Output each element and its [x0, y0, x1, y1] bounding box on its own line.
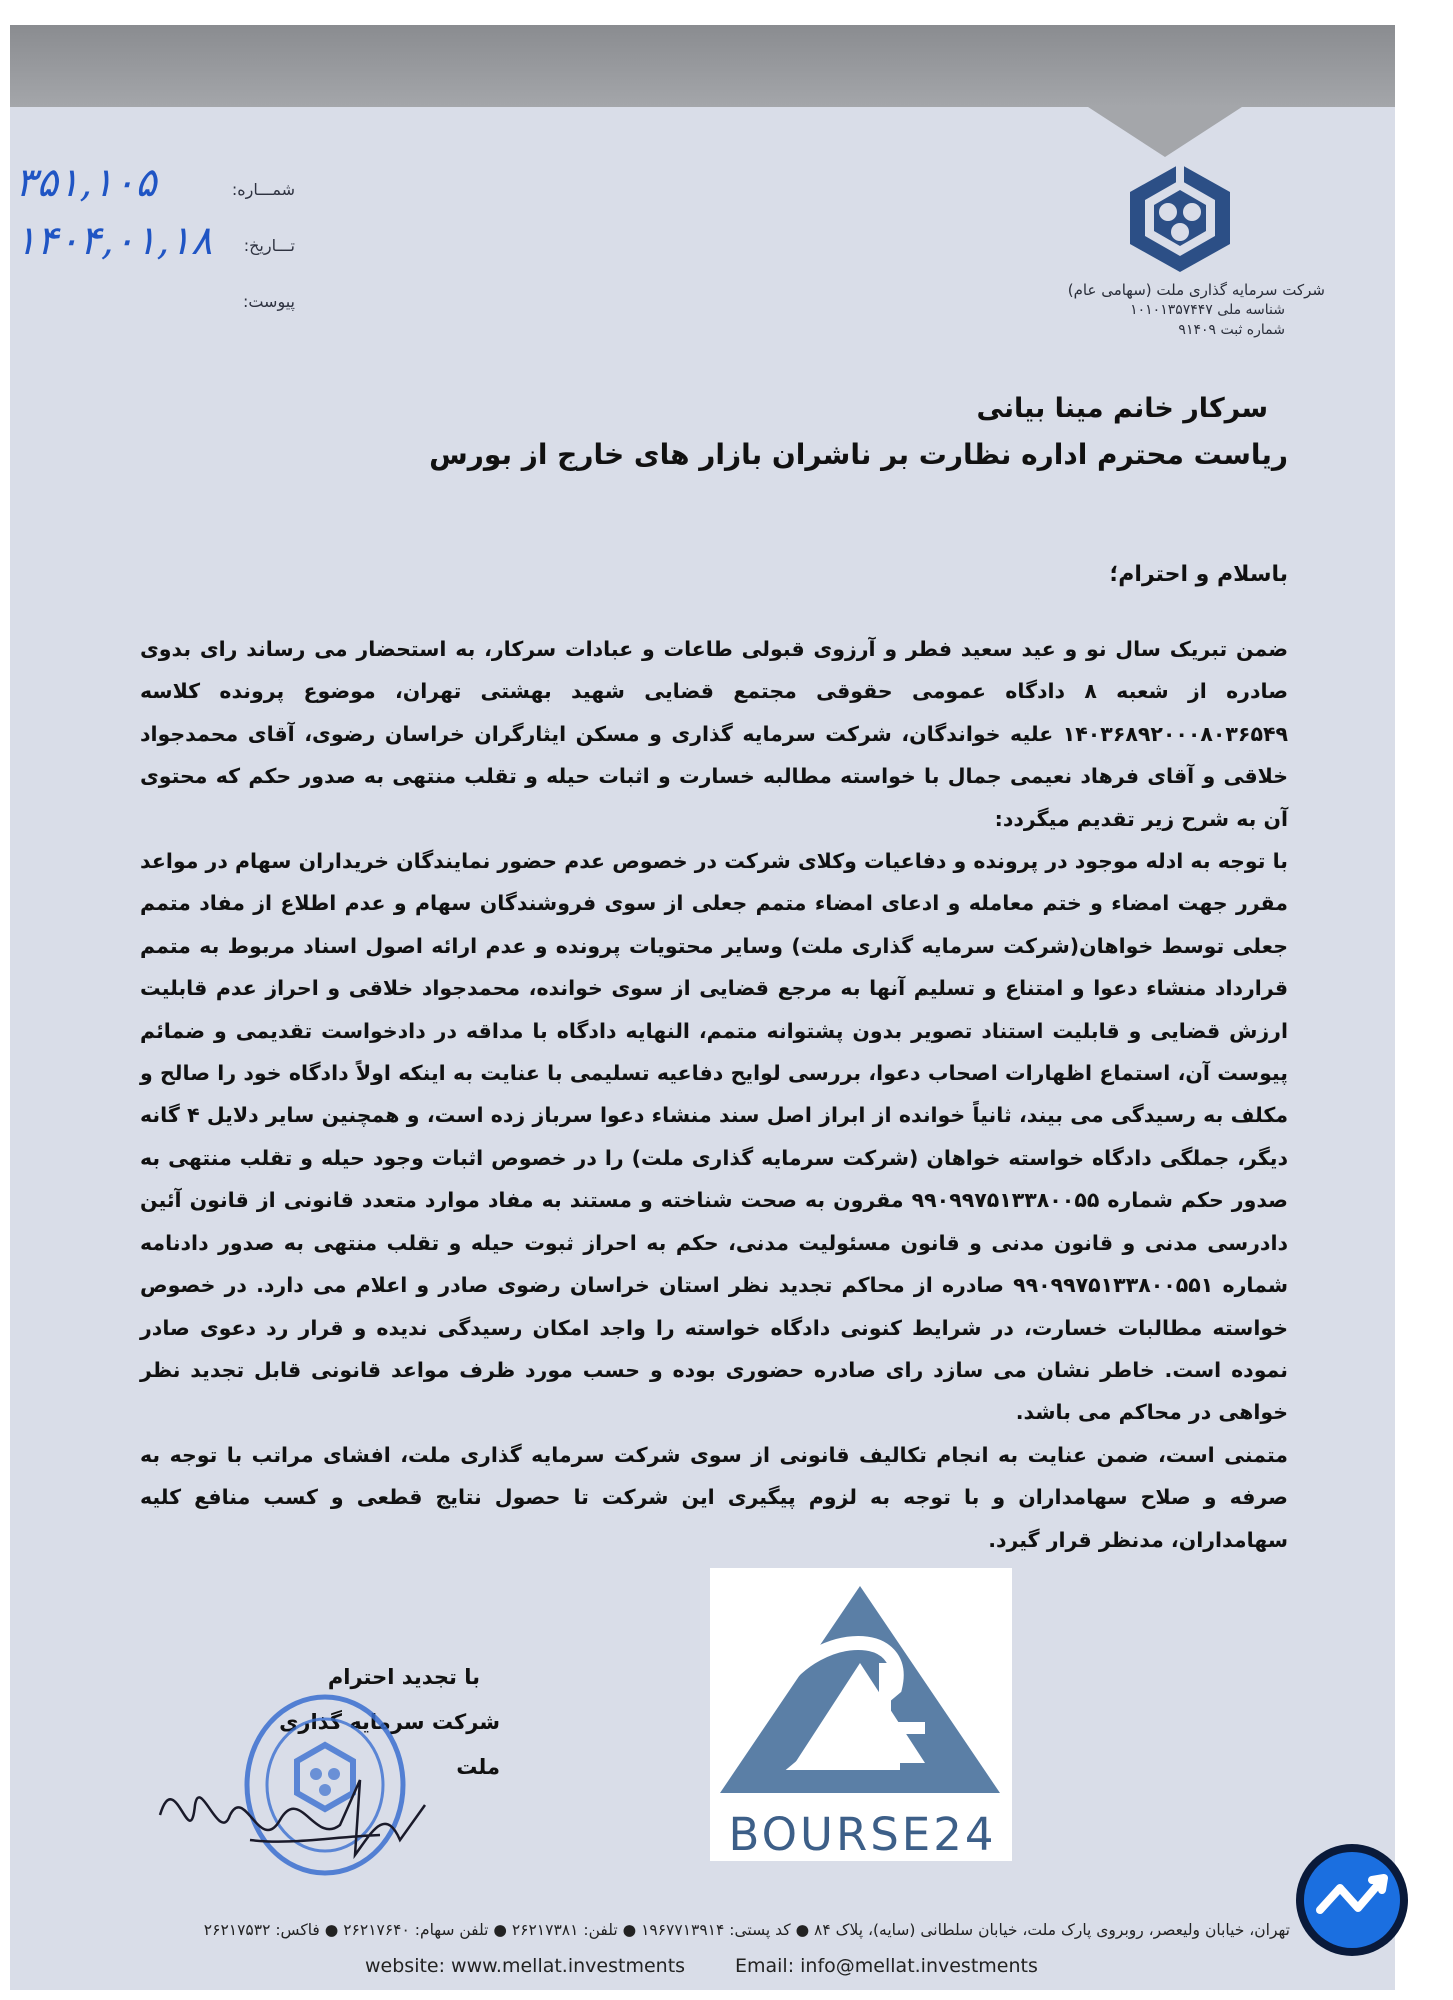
- company-name: شرکت سرمایه گذاری ملت (سهامی عام): [1067, 281, 1325, 299]
- closing-company: شرکت سرمایه گذاری ملت: [279, 1710, 500, 1779]
- footer-website[interactable]: website: www.mellat.investments: [365, 1955, 686, 1977]
- bourse-trend-icon: [1292, 1840, 1412, 1960]
- recipient-block: [388, 393, 1288, 471]
- letter-body: [140, 628, 1288, 1561]
- closing-regards: با تجدید احترام: [327, 1665, 480, 1689]
- attachment-label: پیوست:: [242, 292, 295, 311]
- bourse24-text: BOURSE24: [728, 1808, 997, 1861]
- handwritten-date: ۱۴۰۴,۰۱,۱۸: [15, 218, 213, 264]
- body-paragraph: ضمن تبریک سال نو و عید سعید فطر و آرزوی قبولی طاعات و عبادات سرکار، به استحضار می رساند رای بدوی صادره از شعبه ۸ دادگاه عمومی حقوقی مجتمع قضایی شهید بهشتی تهران، موضوع پرونده کلاسه ۱۴۰۳۶۸۹۲۰۰۰۸۰۳۶۵۴۹ علیه خواندگان، شرکت سرمایه گذاری و مسکن ایثارگران خراسان رضوی، آقای محمدجواد خلاقی و آقای فرهاد نعیمی جمال با خواسته مطالبه خسارت و اثبات حیله و تقلب منتهی به صدور حکم که محتوی آن به شرح زیر تقدیم میگردد:: [140, 637, 1288, 831]
- letterhead-notch: [1085, 105, 1245, 157]
- recipient-title: ریاست محترم اداره نظارت بر ناشران بازار های خارج از بورس: [429, 438, 1288, 471]
- number-label: شمـــاره:: [231, 180, 295, 199]
- greeting: باسلام و احترام؛: [1109, 562, 1288, 587]
- bourse24-triangle-icon: [710, 1568, 1012, 1808]
- body-paragraph: متمنی است، ضمن عنایت به انجام تکالیف قانونی از سوی شرکت سرمایه گذاری ملت، افشای مراتب با توجه به صرفه و صلاح سهامداران و با توجه به لزوم پیگیری این شرکت تا حصول نتایج قطعی و کسب منافع کلیه سهامداران، مدنظر قرار گیرد.: [140, 1442, 1288, 1552]
- mellat-logo-icon: [1120, 160, 1240, 275]
- registration-number: شماره ثبت ۹۱۴۰۹: [1178, 322, 1285, 338]
- date-label: تـــاریخ:: [243, 236, 295, 255]
- letter-meta: [215, 180, 295, 348]
- handwritten-number: ۳۵۱,۱۰۵: [15, 160, 157, 206]
- signature-icon: [150, 1745, 450, 1875]
- footer-email[interactable]: Email: info@mellat.investments: [735, 1955, 1038, 1977]
- company-info: [1030, 280, 1325, 340]
- national-id: شناسه ملی ۱۰۱۰۱۳۵۷۴۴۷: [1130, 302, 1285, 318]
- body-paragraph: با توجه به ادله موجود در پرونده و دفاعیات وکلای شرکت در خصوص عدم حضور نمایندگان خریداران سهام در مواعد مقرر جهت امضاء و ختم معامله و ادعای امضاء متمم جعلی از سوی فروشندگان سهام و عدم اطلاع از مفاد متمم جعلی توسط خواهان(شرکت سرمایه گذاری ملت) وسایر محتویات پرونده و عدم ارائه اصول اسناد مربوط به متمم قرارداد منشاء دعوا و امتناع و تسلیم آنها به مرجع قضایی از سوی خوانده، محمدجواد خلاقی و احراز عدم قابلیت ارزش قضایی و قابلیت استناد تصویر بدون پشتوانه متمم، النهایه دادگاه با مداقه در دادخواست تقدیمی و ضمائم پیوست آن، استماع اظهارات اصحاب دعوا، بررسی لوایح دفاعیه تسلیمی با عنایت به اینکه اولاً دادگاه خود را صالح و مکلف به رسیدگی می بیند، ثانیاً خوانده از ابراز اصل سند منشاء دعوا سرباز زده است، و همچنین سایر دلایل ۴ گانه دیگر، جملگی دادگاه خواسته خواهان (شرکت سرمایه گذاری ملت) را در خصوص اثبات وجود حیله و تقلب منتهی به صدور حکم شماره ۹۹۰۹۹۷۵۱۳۳۸۰۰۵۵ مقرون به صحت شناخته و مستند به مفاد موارد متعدد قانونی از قانون آئین دادرسی مدنی و قانون مدنی و قانون مسئولیت مدنی، حکم به احراز ثبوت حیله و تقلب منتهی به صدور دادنامه شماره ۹۹۰۹۹۷۵۱۳۳۸۰۰۵۵۱ صادره از محاکم تجدید نظر استان خراسان رضوی صادر و اعلام می دارد. در خصوص خواسته مطالبات خسارت، در شرایط کنونی دادگاه خواسته را واجد امکان رسیدگی ندیده و قرار رد دعوی صادر نموده است. خاطر نشان می سازد رای صادره حضوری بوده و حسب مورد ظرف مواعد قانونی قابل تجدید نظر خواهی در محاکم می باشد.: [140, 849, 1289, 1425]
- letterhead-band: [10, 25, 1395, 107]
- footer-address: تهران، خیابان ولیعصر، روبروی پارک ملت، خیابان سلطانی (سایه)، پلاک ۸۴ ● کد پستی: ۱۹۶۷۷۱۳۹۱۴ ● تلفن: ۲۶۲۱۷۳۸۱ ● تلفن سهام: ۲۶۲۱۷۶۴۰ ● فاکس: ۲۶۲۱۷۵۳۲: [203, 1921, 1290, 1939]
- recipient-name: سرکار خانم مینا بیانی: [976, 393, 1268, 424]
